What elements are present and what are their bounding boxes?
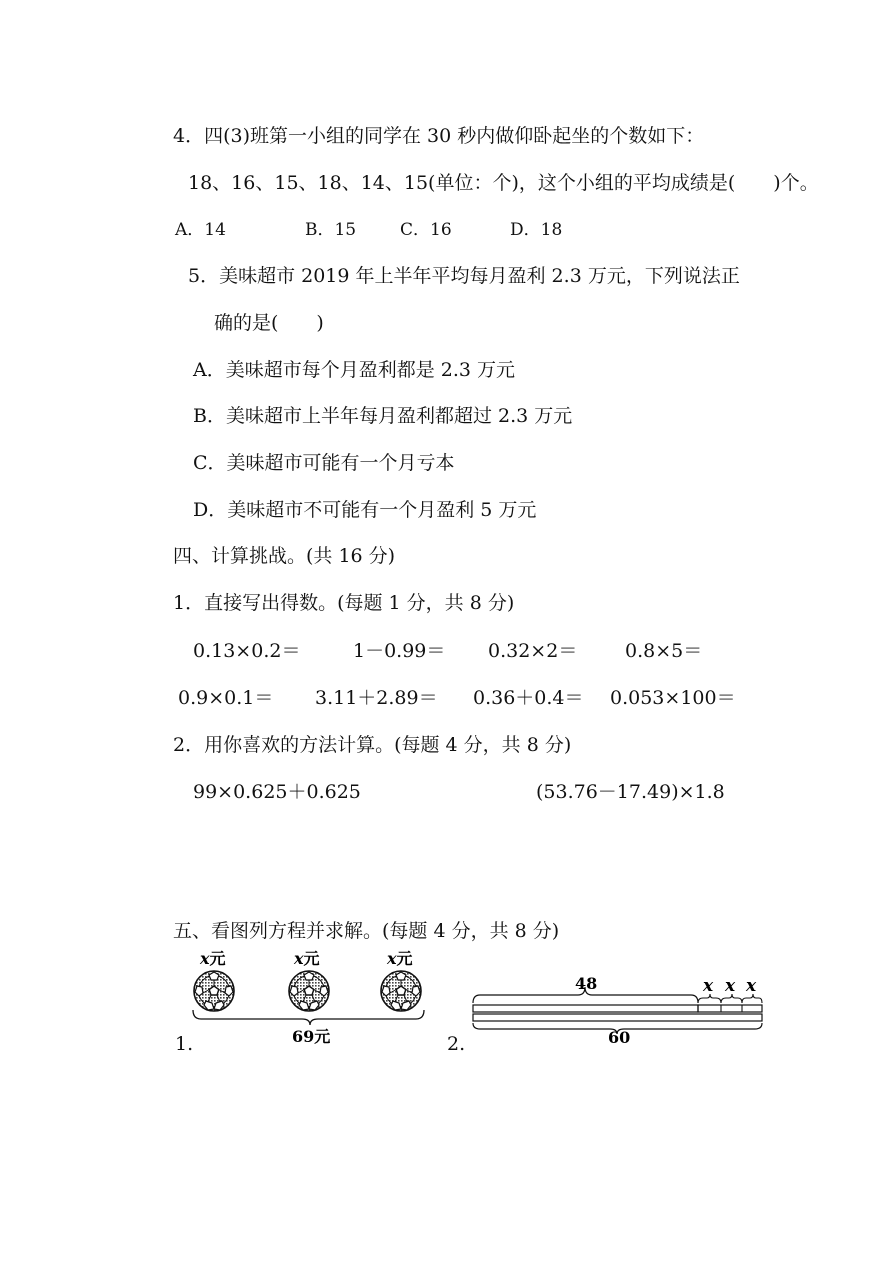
calc-item-2: (53.76－17.49)×1.8 [536, 781, 725, 803]
q5-stem-line1: 5．美味超市 2019 年上半年平均每月盈利 2.3 万元，下列说法正 [188, 265, 740, 287]
oral-calc-item: 0.13×0.2＝ [193, 640, 301, 662]
ball-price-label: x元 [387, 949, 413, 968]
oral-calc-item: 1－0.99＝ [353, 640, 446, 662]
bar-60 [473, 1014, 762, 1021]
brace-48 [473, 987, 698, 1003]
oral-calc-item: 0.053×100＝ [610, 687, 736, 709]
calc-item-1: 99×0.625＋0.625 [193, 781, 361, 803]
x-label: x [703, 976, 714, 996]
q4-option-d: D．18 [510, 220, 563, 240]
q5-stem-line2: 确的是( ) [214, 312, 324, 334]
ball-price-label: x元 [200, 949, 226, 968]
soccer-ball-icon [381, 971, 421, 1011]
oral-calc-item: 0.36＋0.4＝ [473, 687, 584, 709]
figure-2-number: 2. [447, 1033, 466, 1055]
ball-price-label: x元 [294, 949, 320, 968]
q5-option-c: C．美味超市可能有一个月亏本 [193, 452, 455, 474]
oral-calc-item: 0.9×0.1＝ [178, 687, 274, 709]
x-label: x [746, 976, 757, 996]
section4-title: 四、计算挑战。(共 16 分) [173, 545, 396, 567]
bar-48 [473, 1005, 698, 1012]
section4-part1-title: 1．直接写出得数。(每题 1 分，共 8 分) [173, 592, 515, 614]
bar-x-segments [698, 1005, 762, 1012]
q4-option-a: A．14 [175, 220, 226, 240]
total-price-label: 69元 [292, 1027, 331, 1046]
q5-option-b: B．美味超市上半年每月盈利都超过 2.3 万元 [193, 405, 573, 427]
q5-option-d: D．美味超市不可能有一个月盈利 5 万元 [193, 499, 537, 521]
x-label: x [725, 976, 736, 996]
oral-calc-item: 0.32×2＝ [488, 640, 578, 662]
x-segment-braces [698, 994, 762, 1003]
label-60: 60 [608, 1028, 631, 1047]
figure-1-number: 1. [175, 1033, 194, 1055]
brace-60 [473, 1023, 762, 1034]
soccer-ball-icon [289, 971, 329, 1011]
oral-calc-item: 3.11＋2.89＝ [315, 687, 438, 709]
section5-title: 五、看图列方程并求解。(每题 4 分，共 8 分) [173, 920, 560, 942]
soccer-ball-icon [194, 971, 234, 1011]
q4-stem-line1: 4．四(3)班第一小组的同学在 30 秒内做仰卧起坐的个数如下： [173, 125, 705, 147]
label-48: 48 [575, 974, 598, 993]
q4-option-c: C．16 [400, 220, 452, 240]
q4-stem-line2: 18、16、15、18、14、15(单位：个)，这个小组的平均成绩是( )个。 [188, 172, 819, 194]
q4-option-b: B．15 [305, 220, 357, 240]
oral-calc-item: 0.8×5＝ [625, 640, 703, 662]
section4-part2-title: 2．用你喜欢的方法计算。(每题 4 分，共 8 分) [173, 734, 572, 756]
q5-option-a: A．美味超市每个月盈利都是 2.3 万元 [193, 359, 516, 381]
total-brace [193, 1010, 424, 1025]
